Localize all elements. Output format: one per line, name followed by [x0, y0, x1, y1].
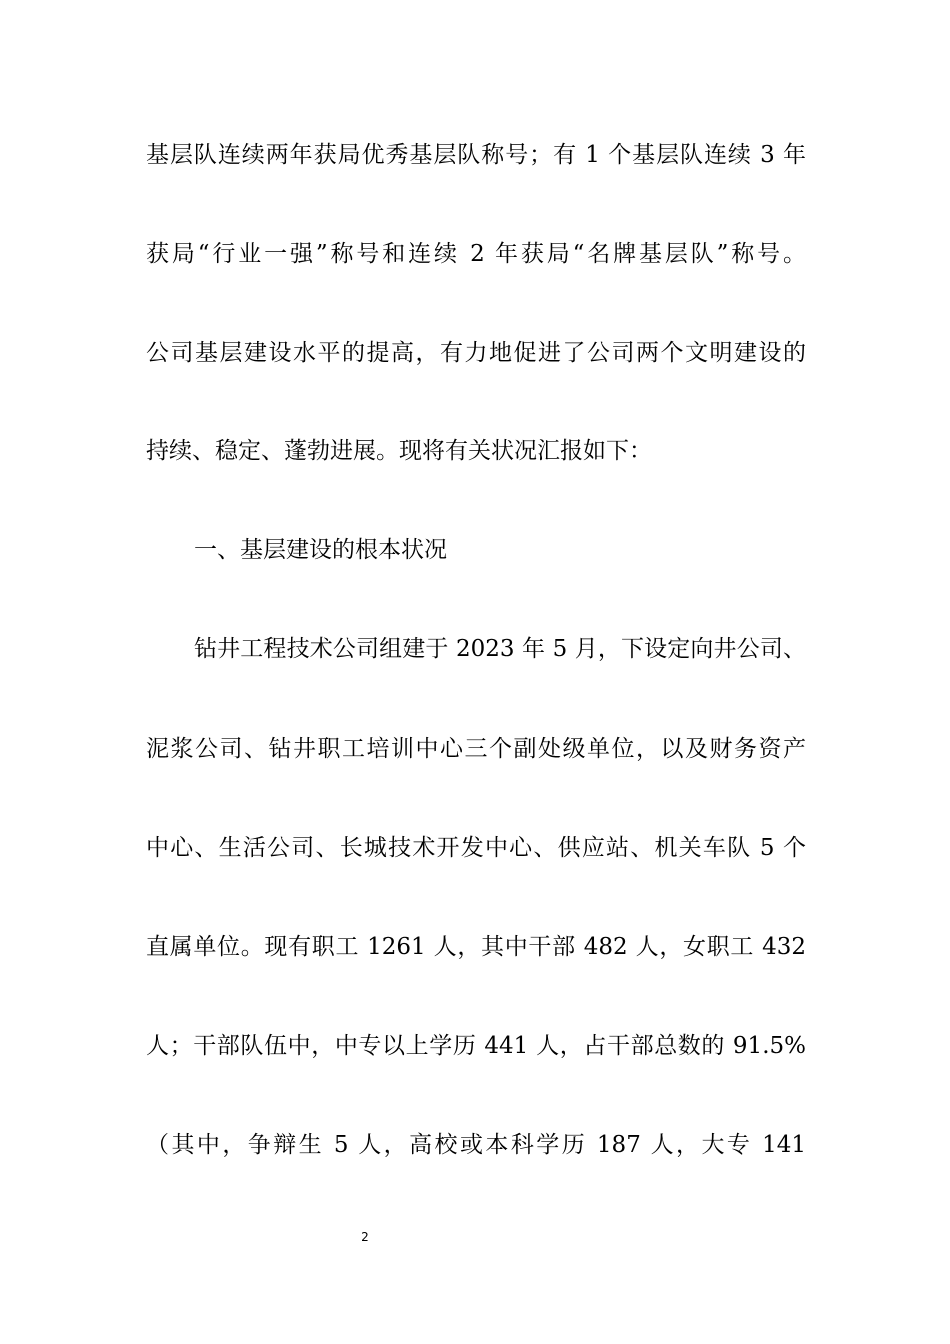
- paragraph-line-6: 钻井工程技术公司组建于 2023 年 5 月，下设定向井公司、: [194, 636, 806, 662]
- paragraph-line-1: 基层队连续两年获局优秀基层队称号；有 1 个基层队连续 3 年: [146, 142, 806, 168]
- paragraph-line-8: 中心、生活公司、长城技术开发中心、供应站、机关车队 5 个: [146, 835, 806, 861]
- paragraph-line-2: 获局“行业一强”称号和连续 2 年获局“名牌基层队”称号。: [146, 241, 806, 267]
- paragraph-line-3: 公司基层建设水平的提高，有力地促进了公司两个文明建设的: [146, 340, 806, 366]
- paragraph-line-4: 持续、稳定、蓬勃进展。现将有关状况汇报如下：: [146, 438, 652, 464]
- page-number: 2: [361, 1230, 369, 1244]
- section-heading: 一、基层建设的根本状况: [194, 537, 447, 563]
- paragraph-line-7: 泥浆公司、钻井职工培训中心三个副处级单位，以及财务资产: [146, 736, 806, 762]
- paragraph-line-11: （其中，争辩生 5 人，高校或本科学历 187 人，大专 141: [146, 1132, 806, 1158]
- paragraph-line-9: 直属单位。现有职工 1261 人，其中干部 482 人，女职工 432: [146, 934, 806, 960]
- paragraph-line-10: 人；干部队伍中，中专以上学历 441 人，占干部总数的 91.5%: [146, 1033, 806, 1059]
